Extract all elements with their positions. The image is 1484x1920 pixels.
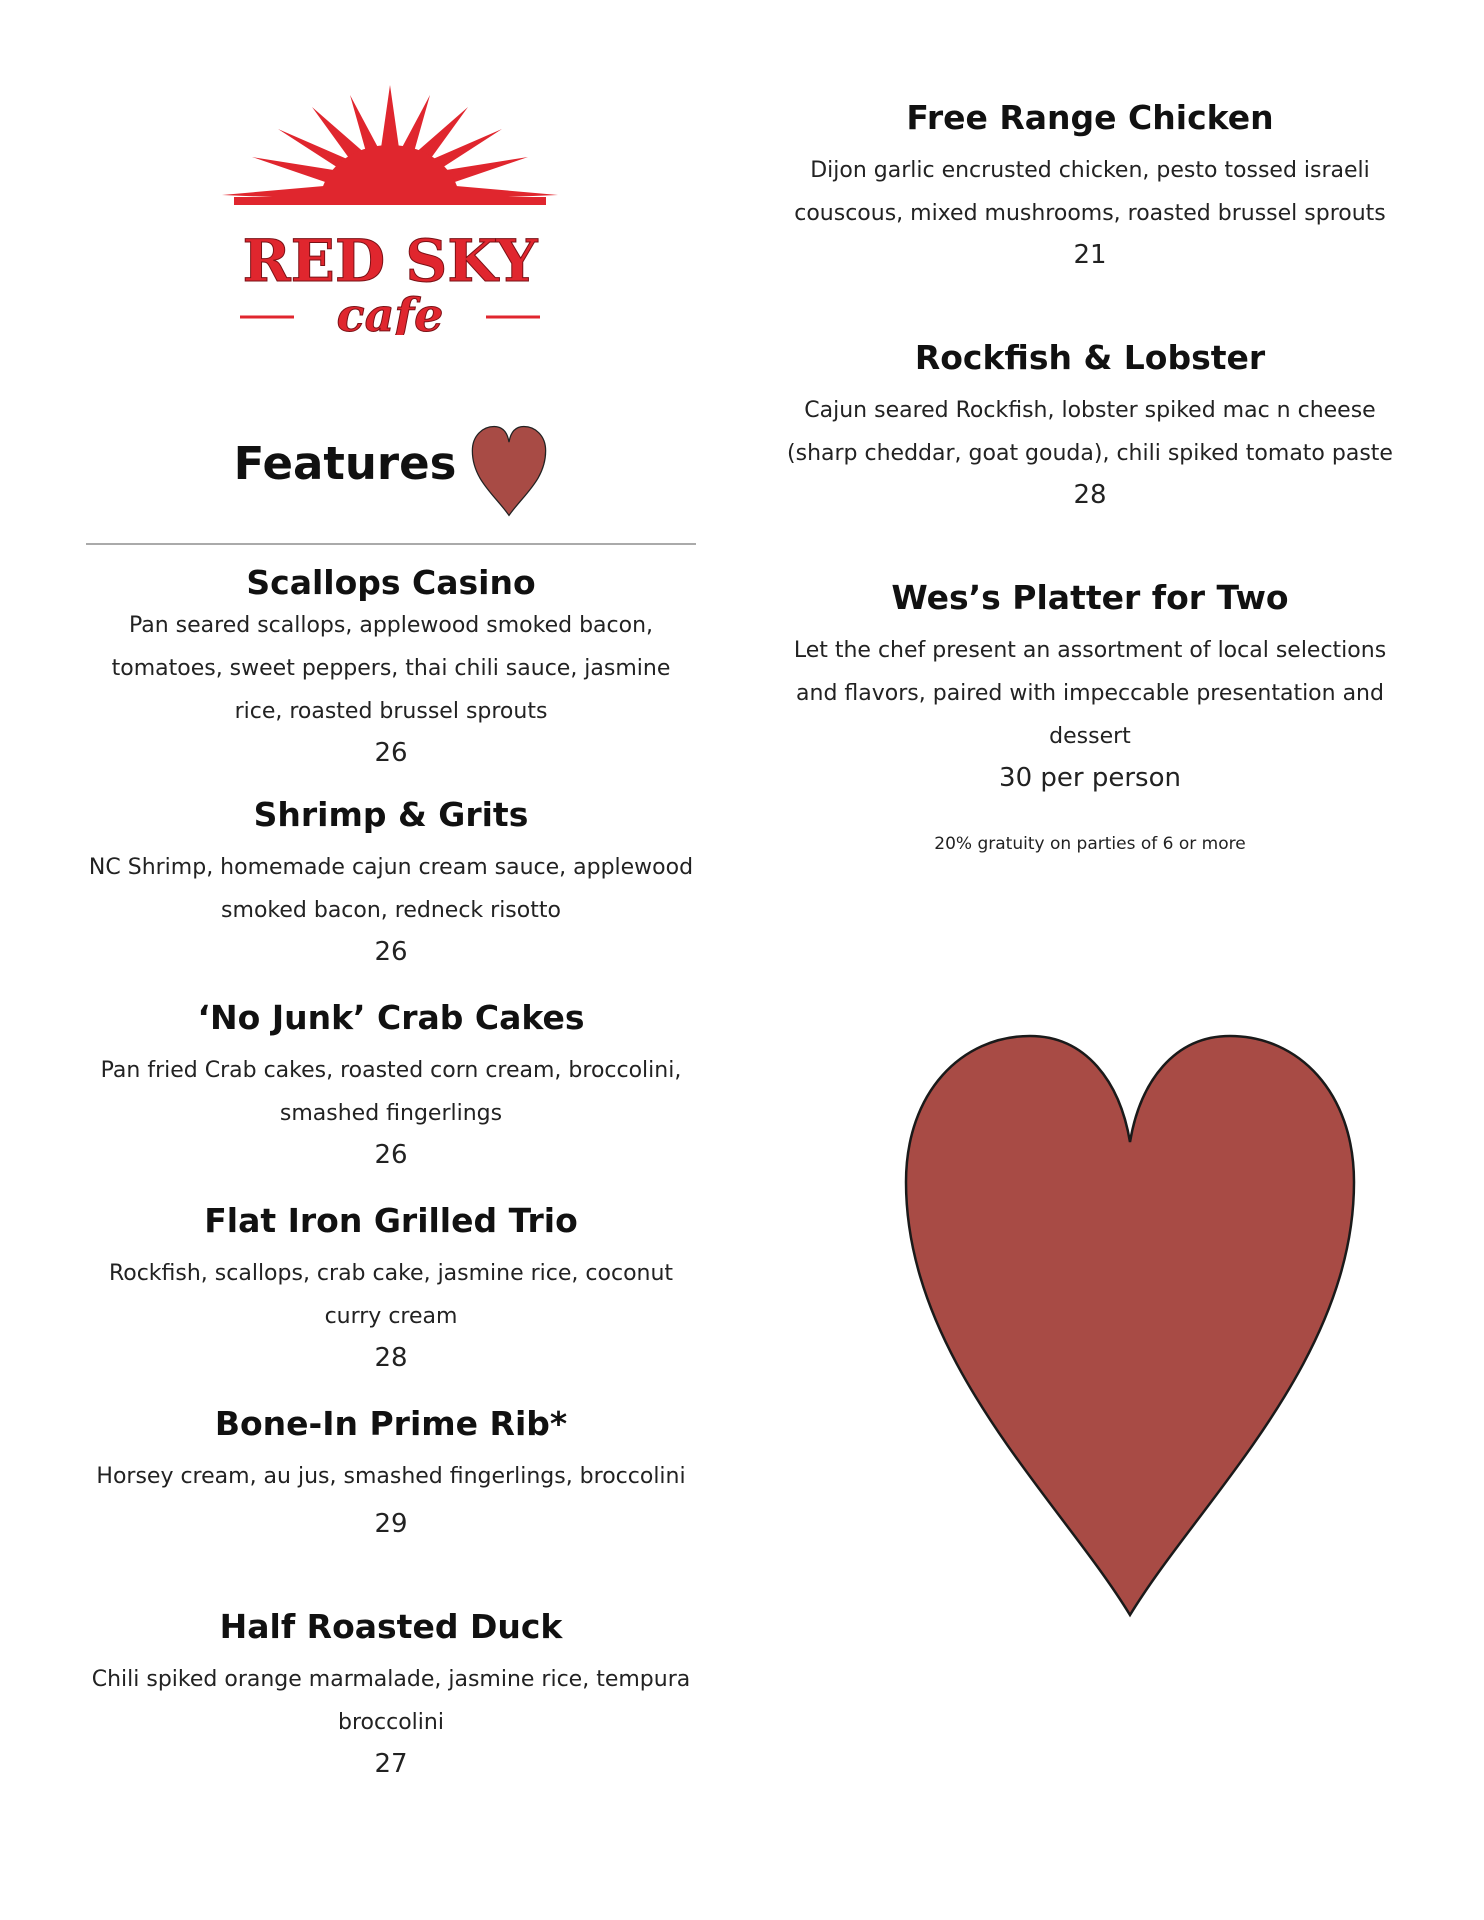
gratuity-note: 20% gratuity on parties of 6 or more <box>934 834 1246 854</box>
menu-item-description: Horsey cream, au jus, smashed fingerlings, broccolini <box>96 1464 686 1489</box>
menu-item-price: 27 <box>374 1749 408 1779</box>
menu-item-price: 26 <box>374 1140 408 1170</box>
right-menu-column <box>780 95 1400 815</box>
menu-item <box>86 560 696 792</box>
menu-item <box>86 792 696 995</box>
menu-item-description: Cajun seared Rockfish, lobster spiked mac n cheese (sharp cheddar, goat gouda), chili spiked tomato paste <box>787 398 1393 466</box>
menu-item-price: 26 <box>374 738 408 768</box>
menu-item-description: Let the chef present an assortment of local selections and flavors, paired with impeccable presentation and dessert <box>793 638 1387 749</box>
left-menu-column <box>86 560 696 1824</box>
menu-item <box>86 1401 696 1604</box>
menu-item-name: Shrimp & Grits <box>253 795 529 834</box>
sun-logo-icon <box>222 85 558 335</box>
menu-item-price: 26 <box>374 937 408 967</box>
menu-item-price: 21 <box>1073 240 1107 270</box>
features-heading: Features <box>233 437 457 490</box>
menu-item-description: Chili spiked orange marmalade, jasmine rice, tempura broccolini <box>91 1667 691 1735</box>
large-heart-icon <box>900 1030 1360 1620</box>
small-heart-icon <box>470 425 548 517</box>
menu-item <box>86 1604 696 1824</box>
features-divider <box>86 543 696 545</box>
menu-item-price: 29 <box>374 1509 408 1539</box>
menu-item-name: Bone-In Prime Rib* <box>214 1404 568 1443</box>
menu-item-description: Dijon garlic encrusted chicken, pesto tossed israeli couscous, mixed mushrooms, roasted brussel sprouts <box>794 158 1386 226</box>
menu-item <box>780 95 1400 335</box>
menu-item-price: 28 <box>374 1343 408 1373</box>
menu-item-name: Rockfish & Lobster <box>914 338 1266 377</box>
menu-item-name: Flat Iron Grilled Trio <box>204 1201 578 1240</box>
menu-item-name: Scallops Casino <box>246 563 536 602</box>
menu-item <box>86 995 696 1198</box>
menu-item-name: Half Roasted Duck <box>219 1607 563 1646</box>
menu-item-description: Rockfish, scallops, crab cake, jasmine rice, coconut curry cream <box>108 1261 674 1329</box>
menu-item <box>780 575 1400 815</box>
menu-item <box>780 335 1400 575</box>
red-sky-cafe-logo <box>222 85 558 335</box>
menu-item-description: Pan seared scallops, applewood smoked bacon, tomatoes, sweet peppers, thai chili sauce, jasmine rice, roasted brussel sprouts <box>111 613 671 724</box>
logo-line1-text: RED SKY <box>242 227 538 295</box>
logo-line2-text: cafe <box>336 288 444 335</box>
menu-item-name: ‘No Junk’ Crab Cakes <box>197 998 585 1037</box>
menu-item-description: Pan fried Crab cakes, roasted corn cream, broccolini, smashed fingerlings <box>100 1058 682 1126</box>
menu-item-name: Wes’s Platter for Two <box>891 578 1289 617</box>
menu-item-price: 30 per person <box>999 763 1181 793</box>
menu-item-price: 28 <box>1073 480 1107 510</box>
menu-item-name: Free Range Chicken <box>906 98 1274 137</box>
menu-item <box>86 1198 696 1401</box>
menu-item-description: NC Shrimp, homemade cajun cream sauce, applewood smoked bacon, redneck risotto <box>88 855 694 923</box>
